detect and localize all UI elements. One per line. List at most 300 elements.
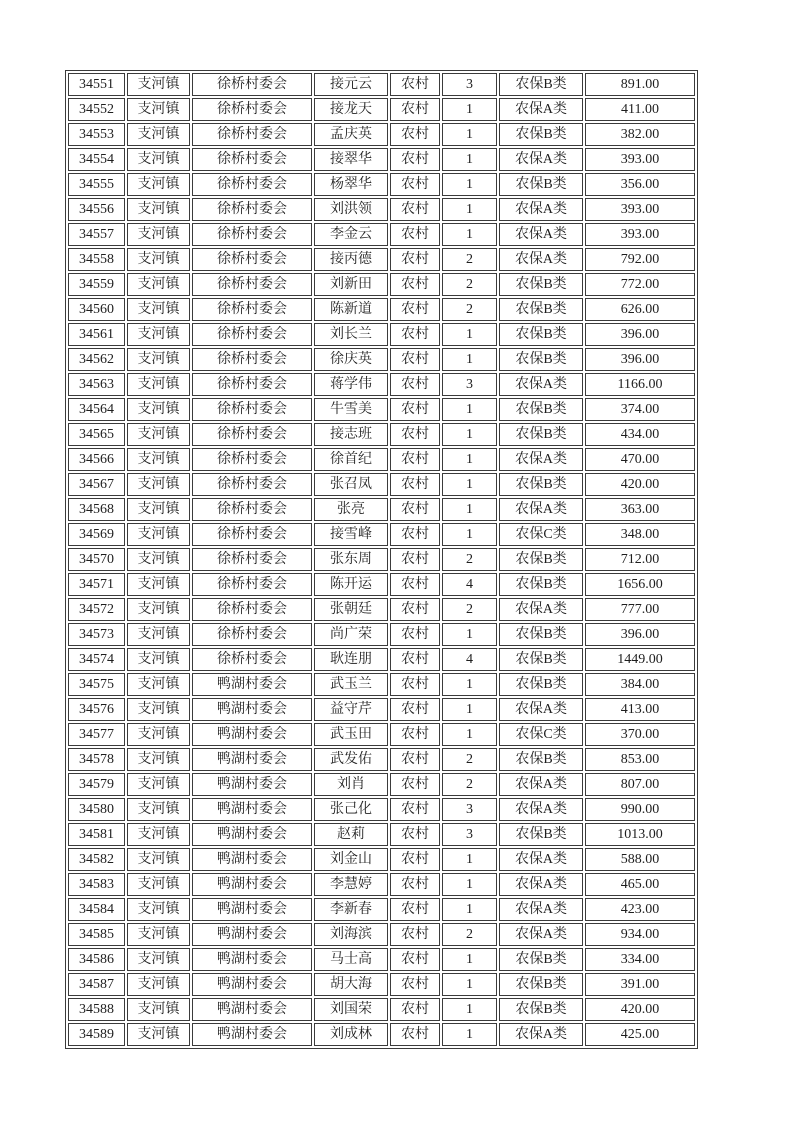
cell-person-count: 2 <box>442 923 497 946</box>
table-row <box>68 773 695 796</box>
cell-amount: 382.00 <box>585 123 695 146</box>
table-row <box>68 1023 695 1046</box>
cell-person-count: 1 <box>442 148 497 171</box>
cell-insurance-category: 农保A类 <box>499 698 583 721</box>
cell-person-count: 1 <box>442 948 497 971</box>
cell-village-committee: 鸭湖村委会 <box>192 673 312 696</box>
cell-residence-type: 农村 <box>390 423 440 446</box>
cell-person-name: 接丙德 <box>314 248 388 271</box>
table-row <box>68 73 695 96</box>
cell-amount: 1013.00 <box>585 823 695 846</box>
cell-amount: 396.00 <box>585 348 695 371</box>
cell-serial-number: 34573 <box>68 623 125 646</box>
cell-town: 支河镇 <box>127 148 190 171</box>
cell-person-name: 益守芹 <box>314 698 388 721</box>
cell-village-committee: 徐桥村委会 <box>192 523 312 546</box>
cell-residence-type: 农村 <box>390 998 440 1021</box>
cell-serial-number: 34589 <box>68 1023 125 1046</box>
cell-amount: 420.00 <box>585 998 695 1021</box>
cell-person-name: 蒋学伟 <box>314 373 388 396</box>
cell-village-committee: 徐桥村委会 <box>192 623 312 646</box>
cell-serial-number: 34585 <box>68 923 125 946</box>
cell-village-committee: 徐桥村委会 <box>192 148 312 171</box>
cell-person-count: 1 <box>442 973 497 996</box>
table-row <box>68 673 695 696</box>
cell-town: 支河镇 <box>127 673 190 696</box>
cell-residence-type: 农村 <box>390 923 440 946</box>
cell-person-name: 刘肖 <box>314 773 388 796</box>
cell-residence-type: 农村 <box>390 323 440 346</box>
table-row <box>68 598 695 621</box>
cell-town: 支河镇 <box>127 923 190 946</box>
cell-amount: 396.00 <box>585 623 695 646</box>
cell-amount: 334.00 <box>585 948 695 971</box>
cell-town: 支河镇 <box>127 773 190 796</box>
cell-person-count: 1 <box>442 198 497 221</box>
cell-residence-type: 农村 <box>390 773 440 796</box>
table-row <box>68 248 695 271</box>
cell-serial-number: 34560 <box>68 298 125 321</box>
cell-person-name: 胡大海 <box>314 973 388 996</box>
cell-village-committee: 徐桥村委会 <box>192 198 312 221</box>
cell-person-name: 张召凤 <box>314 473 388 496</box>
table-row <box>68 973 695 996</box>
table-row <box>68 873 695 896</box>
table-row <box>68 123 695 146</box>
cell-serial-number: 34552 <box>68 98 125 121</box>
cell-village-committee: 鸭湖村委会 <box>192 773 312 796</box>
cell-amount: 934.00 <box>585 923 695 946</box>
cell-insurance-category: 农保B类 <box>499 323 583 346</box>
cell-serial-number: 34581 <box>68 823 125 846</box>
cell-town: 支河镇 <box>127 223 190 246</box>
cell-town: 支河镇 <box>127 123 190 146</box>
cell-person-count: 1 <box>442 398 497 421</box>
cell-town: 支河镇 <box>127 973 190 996</box>
cell-village-committee: 鸭湖村委会 <box>192 973 312 996</box>
cell-person-name: 刘新田 <box>314 273 388 296</box>
cell-insurance-category: 农保B类 <box>499 73 583 96</box>
table-row <box>68 723 695 746</box>
cell-person-name: 徐庆英 <box>314 348 388 371</box>
cell-serial-number: 34553 <box>68 123 125 146</box>
cell-insurance-category: 农保B类 <box>499 348 583 371</box>
cell-person-name: 刘成林 <box>314 1023 388 1046</box>
cell-person-count: 1 <box>442 348 497 371</box>
cell-residence-type: 农村 <box>390 698 440 721</box>
table-row <box>68 148 695 171</box>
table-row <box>68 548 695 571</box>
cell-town: 支河镇 <box>127 698 190 721</box>
cell-insurance-category: 农保A类 <box>499 773 583 796</box>
cell-person-count: 1 <box>442 423 497 446</box>
cell-serial-number: 34582 <box>68 848 125 871</box>
cell-residence-type: 农村 <box>390 673 440 696</box>
cell-residence-type: 农村 <box>390 973 440 996</box>
cell-amount: 370.00 <box>585 723 695 746</box>
cell-amount: 588.00 <box>585 848 695 871</box>
cell-person-name: 陈开运 <box>314 573 388 596</box>
cell-amount: 777.00 <box>585 598 695 621</box>
table-row <box>68 623 695 646</box>
cell-insurance-category: 农保B类 <box>499 173 583 196</box>
cell-insurance-category: 农保B类 <box>499 973 583 996</box>
cell-village-committee: 徐桥村委会 <box>192 373 312 396</box>
cell-person-count: 2 <box>442 273 497 296</box>
cell-person-count: 1 <box>442 98 497 121</box>
cell-person-count: 2 <box>442 548 497 571</box>
cell-residence-type: 农村 <box>390 873 440 896</box>
cell-serial-number: 34569 <box>68 523 125 546</box>
cell-person-name: 接志班 <box>314 423 388 446</box>
cell-person-count: 1 <box>442 498 497 521</box>
cell-person-count: 3 <box>442 798 497 821</box>
table-row <box>68 223 695 246</box>
cell-residence-type: 农村 <box>390 373 440 396</box>
cell-insurance-category: 农保B类 <box>499 998 583 1021</box>
cell-person-name: 刘长兰 <box>314 323 388 346</box>
cell-amount: 356.00 <box>585 173 695 196</box>
cell-residence-type: 农村 <box>390 898 440 921</box>
cell-serial-number: 34570 <box>68 548 125 571</box>
table-row <box>68 523 695 546</box>
cell-person-name: 杨翠华 <box>314 173 388 196</box>
cell-person-name: 刘洪领 <box>314 198 388 221</box>
cell-person-name: 尚广荣 <box>314 623 388 646</box>
cell-amount: 990.00 <box>585 798 695 821</box>
cell-serial-number: 34588 <box>68 998 125 1021</box>
cell-residence-type: 农村 <box>390 398 440 421</box>
cell-residence-type: 农村 <box>390 498 440 521</box>
table-row <box>68 798 695 821</box>
cell-insurance-category: 农保A类 <box>499 873 583 896</box>
cell-insurance-category: 农保B类 <box>499 673 583 696</box>
cell-person-count: 1 <box>442 1023 497 1046</box>
cell-person-count: 3 <box>442 373 497 396</box>
cell-serial-number: 34554 <box>68 148 125 171</box>
cell-town: 支河镇 <box>127 998 190 1021</box>
cell-person-name: 接元云 <box>314 73 388 96</box>
cell-amount: 384.00 <box>585 673 695 696</box>
cell-village-committee: 鸭湖村委会 <box>192 998 312 1021</box>
cell-serial-number: 34564 <box>68 398 125 421</box>
cell-residence-type: 农村 <box>390 273 440 296</box>
cell-town: 支河镇 <box>127 398 190 421</box>
cell-serial-number: 34574 <box>68 648 125 671</box>
cell-insurance-category: 农保A类 <box>499 373 583 396</box>
cell-insurance-category: 农保B类 <box>499 648 583 671</box>
cell-serial-number: 34586 <box>68 948 125 971</box>
table-row <box>68 98 695 121</box>
cell-residence-type: 农村 <box>390 98 440 121</box>
cell-serial-number: 34565 <box>68 423 125 446</box>
cell-person-count: 3 <box>442 73 497 96</box>
cell-village-committee: 徐桥村委会 <box>192 598 312 621</box>
cell-serial-number: 34580 <box>68 798 125 821</box>
cell-village-committee: 徐桥村委会 <box>192 298 312 321</box>
cell-insurance-category: 农保A类 <box>499 248 583 271</box>
cell-person-count: 1 <box>442 848 497 871</box>
cell-serial-number: 34578 <box>68 748 125 771</box>
cell-insurance-category: 农保A类 <box>499 98 583 121</box>
cell-amount: 393.00 <box>585 198 695 221</box>
cell-insurance-category: 农保B类 <box>499 623 583 646</box>
cell-person-name: 刘海滨 <box>314 923 388 946</box>
cell-person-count: 1 <box>442 123 497 146</box>
cell-person-count: 1 <box>442 223 497 246</box>
cell-person-count: 3 <box>442 823 497 846</box>
cell-insurance-category: 农保A类 <box>499 148 583 171</box>
payment-table-body <box>68 73 695 1046</box>
cell-village-committee: 鸭湖村委会 <box>192 723 312 746</box>
cell-village-committee: 徐桥村委会 <box>192 648 312 671</box>
table-row <box>68 473 695 496</box>
cell-residence-type: 农村 <box>390 798 440 821</box>
cell-town: 支河镇 <box>127 623 190 646</box>
cell-town: 支河镇 <box>127 198 190 221</box>
cell-amount: 807.00 <box>585 773 695 796</box>
cell-amount: 1656.00 <box>585 573 695 596</box>
cell-serial-number: 34584 <box>68 898 125 921</box>
table-row <box>68 848 695 871</box>
cell-person-count: 1 <box>442 698 497 721</box>
cell-amount: 348.00 <box>585 523 695 546</box>
cell-village-committee: 徐桥村委会 <box>192 498 312 521</box>
cell-amount: 425.00 <box>585 1023 695 1046</box>
cell-town: 支河镇 <box>127 298 190 321</box>
cell-insurance-category: 农保A类 <box>499 198 583 221</box>
cell-person-count: 2 <box>442 773 497 796</box>
cell-town: 支河镇 <box>127 498 190 521</box>
cell-town: 支河镇 <box>127 348 190 371</box>
cell-town: 支河镇 <box>127 473 190 496</box>
cell-insurance-category: 农保A类 <box>499 223 583 246</box>
cell-person-count: 2 <box>442 298 497 321</box>
cell-serial-number: 34583 <box>68 873 125 896</box>
cell-person-count: 1 <box>442 998 497 1021</box>
cell-person-name: 赵莉 <box>314 823 388 846</box>
cell-town: 支河镇 <box>127 98 190 121</box>
cell-residence-type: 农村 <box>390 248 440 271</box>
cell-person-name: 接雪峰 <box>314 523 388 546</box>
cell-town: 支河镇 <box>127 598 190 621</box>
cell-amount: 423.00 <box>585 898 695 921</box>
cell-village-committee: 鸭湖村委会 <box>192 873 312 896</box>
cell-village-committee: 鸭湖村委会 <box>192 798 312 821</box>
cell-town: 支河镇 <box>127 848 190 871</box>
cell-person-name: 李慧婷 <box>314 873 388 896</box>
cell-village-committee: 徐桥村委会 <box>192 123 312 146</box>
cell-person-count: 1 <box>442 323 497 346</box>
cell-amount: 1449.00 <box>585 648 695 671</box>
table-row <box>68 648 695 671</box>
cell-insurance-category: 农保A类 <box>499 898 583 921</box>
cell-town: 支河镇 <box>127 723 190 746</box>
cell-person-count: 1 <box>442 473 497 496</box>
cell-village-committee: 鸭湖村委会 <box>192 748 312 771</box>
cell-insurance-category: 农保B类 <box>499 273 583 296</box>
cell-town: 支河镇 <box>127 448 190 471</box>
cell-person-name: 孟庆英 <box>314 123 388 146</box>
cell-person-name: 马士高 <box>314 948 388 971</box>
cell-village-committee: 鸭湖村委会 <box>192 698 312 721</box>
cell-amount: 792.00 <box>585 248 695 271</box>
cell-town: 支河镇 <box>127 748 190 771</box>
cell-residence-type: 农村 <box>390 548 440 571</box>
table-row <box>68 173 695 196</box>
cell-residence-type: 农村 <box>390 148 440 171</box>
cell-serial-number: 34567 <box>68 473 125 496</box>
cell-person-count: 1 <box>442 723 497 746</box>
cell-residence-type: 农村 <box>390 623 440 646</box>
cell-person-name: 张己化 <box>314 798 388 821</box>
cell-amount: 470.00 <box>585 448 695 471</box>
cell-person-count: 2 <box>442 598 497 621</box>
cell-amount: 391.00 <box>585 973 695 996</box>
cell-village-committee: 徐桥村委会 <box>192 398 312 421</box>
cell-village-committee: 徐桥村委会 <box>192 248 312 271</box>
table-row <box>68 923 695 946</box>
cell-residence-type: 农村 <box>390 648 440 671</box>
cell-amount: 411.00 <box>585 98 695 121</box>
cell-residence-type: 农村 <box>390 573 440 596</box>
cell-village-committee: 徐桥村委会 <box>192 223 312 246</box>
cell-residence-type: 农村 <box>390 448 440 471</box>
table-row <box>68 398 695 421</box>
cell-person-count: 1 <box>442 523 497 546</box>
cell-serial-number: 34555 <box>68 173 125 196</box>
cell-serial-number: 34562 <box>68 348 125 371</box>
cell-town: 支河镇 <box>127 373 190 396</box>
cell-person-count: 1 <box>442 873 497 896</box>
cell-serial-number: 34575 <box>68 673 125 696</box>
cell-insurance-category: 农保B类 <box>499 423 583 446</box>
cell-village-committee: 徐桥村委会 <box>192 98 312 121</box>
cell-insurance-category: 农保A类 <box>499 448 583 471</box>
cell-residence-type: 农村 <box>390 173 440 196</box>
cell-serial-number: 34587 <box>68 973 125 996</box>
cell-amount: 413.00 <box>585 698 695 721</box>
cell-residence-type: 农村 <box>390 1023 440 1046</box>
cell-village-committee: 徐桥村委会 <box>192 323 312 346</box>
cell-serial-number: 34571 <box>68 573 125 596</box>
cell-serial-number: 34558 <box>68 248 125 271</box>
cell-insurance-category: 农保A类 <box>499 1023 583 1046</box>
cell-insurance-category: 农保B类 <box>499 948 583 971</box>
cell-person-name: 耿连朋 <box>314 648 388 671</box>
cell-amount: 393.00 <box>585 223 695 246</box>
cell-insurance-category: 农保C类 <box>499 523 583 546</box>
cell-person-name: 刘金山 <box>314 848 388 871</box>
cell-village-committee: 鸭湖村委会 <box>192 848 312 871</box>
cell-insurance-category: 农保B类 <box>499 398 583 421</box>
cell-amount: 363.00 <box>585 498 695 521</box>
table-row <box>68 273 695 296</box>
cell-amount: 396.00 <box>585 323 695 346</box>
cell-town: 支河镇 <box>127 948 190 971</box>
cell-residence-type: 农村 <box>390 723 440 746</box>
cell-amount: 626.00 <box>585 298 695 321</box>
cell-amount: 712.00 <box>585 548 695 571</box>
cell-person-count: 1 <box>442 673 497 696</box>
cell-residence-type: 农村 <box>390 223 440 246</box>
cell-person-name: 徐首纪 <box>314 448 388 471</box>
cell-person-count: 1 <box>442 898 497 921</box>
cell-town: 支河镇 <box>127 823 190 846</box>
cell-person-name: 接翠华 <box>314 148 388 171</box>
cell-village-committee: 徐桥村委会 <box>192 473 312 496</box>
cell-insurance-category: 农保A类 <box>499 848 583 871</box>
cell-person-name: 李金云 <box>314 223 388 246</box>
cell-amount: 1166.00 <box>585 373 695 396</box>
table-row <box>68 573 695 596</box>
cell-amount: 374.00 <box>585 398 695 421</box>
table-row <box>68 323 695 346</box>
cell-village-committee: 鸭湖村委会 <box>192 823 312 846</box>
cell-village-committee: 徐桥村委会 <box>192 548 312 571</box>
cell-insurance-category: 农保A类 <box>499 923 583 946</box>
cell-serial-number: 34557 <box>68 223 125 246</box>
cell-town: 支河镇 <box>127 873 190 896</box>
cell-serial-number: 34551 <box>68 73 125 96</box>
cell-serial-number: 34559 <box>68 273 125 296</box>
cell-insurance-category: 农保B类 <box>499 123 583 146</box>
cell-serial-number: 34556 <box>68 198 125 221</box>
cell-amount: 891.00 <box>585 73 695 96</box>
cell-town: 支河镇 <box>127 248 190 271</box>
cell-person-name: 武发佑 <box>314 748 388 771</box>
cell-town: 支河镇 <box>127 323 190 346</box>
cell-serial-number: 34561 <box>68 323 125 346</box>
cell-person-count: 4 <box>442 573 497 596</box>
cell-person-count: 1 <box>442 173 497 196</box>
cell-village-committee: 徐桥村委会 <box>192 73 312 96</box>
cell-person-name: 陈新道 <box>314 298 388 321</box>
table-row <box>68 373 695 396</box>
table-row <box>68 298 695 321</box>
cell-amount: 772.00 <box>585 273 695 296</box>
cell-town: 支河镇 <box>127 798 190 821</box>
cell-serial-number: 34576 <box>68 698 125 721</box>
cell-person-count: 2 <box>442 248 497 271</box>
cell-residence-type: 农村 <box>390 523 440 546</box>
cell-insurance-category: 农保C类 <box>499 723 583 746</box>
cell-residence-type: 农村 <box>390 73 440 96</box>
cell-insurance-category: 农保A类 <box>499 598 583 621</box>
cell-residence-type: 农村 <box>390 748 440 771</box>
cell-amount: 434.00 <box>585 423 695 446</box>
table-row <box>68 898 695 921</box>
cell-village-committee: 徐桥村委会 <box>192 273 312 296</box>
cell-person-name: 李新春 <box>314 898 388 921</box>
cell-insurance-category: 农保A类 <box>499 498 583 521</box>
cell-town: 支河镇 <box>127 648 190 671</box>
cell-town: 支河镇 <box>127 423 190 446</box>
cell-serial-number: 34563 <box>68 373 125 396</box>
table-row <box>68 998 695 1021</box>
table-row <box>68 498 695 521</box>
cell-person-name: 接龙天 <box>314 98 388 121</box>
table-row <box>68 698 695 721</box>
cell-person-name: 张东周 <box>314 548 388 571</box>
cell-town: 支河镇 <box>127 173 190 196</box>
cell-insurance-category: 农保B类 <box>499 473 583 496</box>
cell-residence-type: 农村 <box>390 848 440 871</box>
cell-serial-number: 34572 <box>68 598 125 621</box>
cell-residence-type: 农村 <box>390 473 440 496</box>
cell-insurance-category: 农保B类 <box>499 748 583 771</box>
cell-amount: 465.00 <box>585 873 695 896</box>
